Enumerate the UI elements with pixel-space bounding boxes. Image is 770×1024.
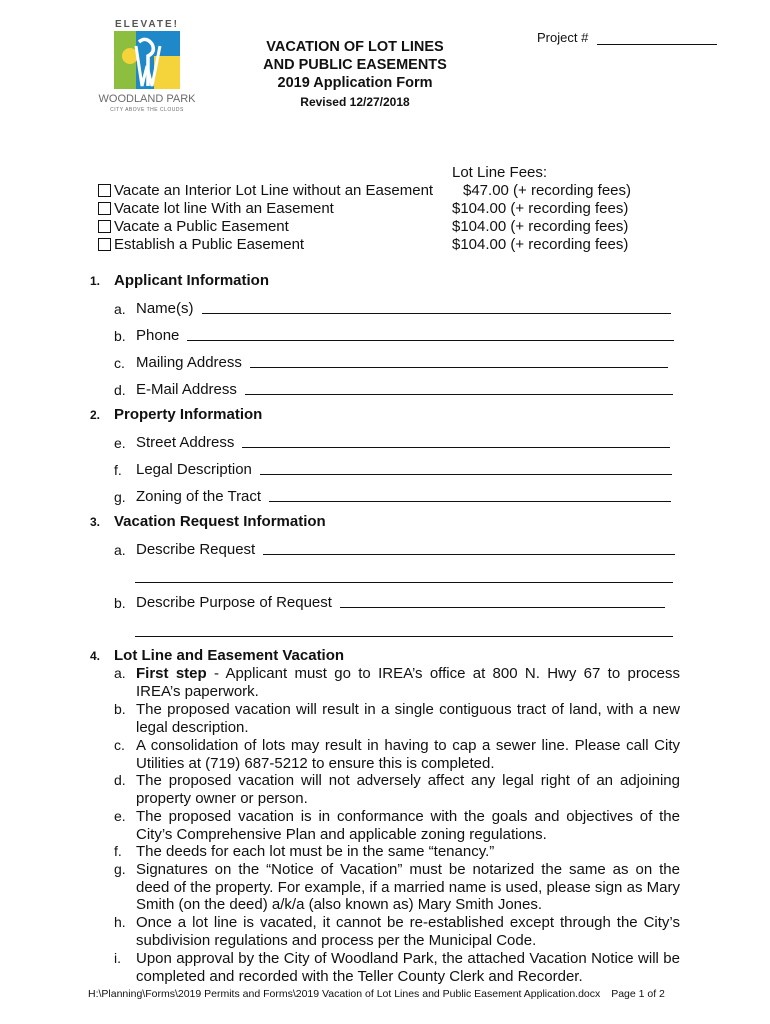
- list-item: f. The deeds for each lot must be in the same “tenancy.”: [114, 843, 495, 860]
- checkbox[interactable]: [98, 202, 111, 215]
- project-number-label: Project #: [537, 30, 589, 45]
- option-label: Vacate a Public Easement: [114, 218, 289, 235]
- field-line[interactable]: [242, 446, 670, 448]
- field-letter: g.: [114, 489, 126, 505]
- list-item: d. The proposed vacation will not adversely affect any legal right of an adjoining property owner or person.: [114, 772, 680, 807]
- project-number-line[interactable]: [597, 32, 717, 45]
- field-letter: f.: [114, 462, 122, 478]
- field-label: E-Mail Address: [136, 381, 237, 398]
- first-step-label: First step: [136, 665, 207, 682]
- section-title: Vacation Request Information: [114, 513, 326, 530]
- section-lot-line-easement-vacation: [90, 647, 344, 664]
- logo-graphic: [92, 16, 202, 126]
- field-line[interactable]: [202, 312, 671, 314]
- list-item: c. A consolidation of lots may result in having to cap a sewer line. Please call City Utilities at (719) 687-5212 to ensure this is completed.: [114, 737, 680, 772]
- section-applicant-information: [90, 272, 269, 289]
- request-extra-line[interactable]: [135, 582, 673, 583]
- field-label: Phone: [136, 327, 180, 344]
- field-line[interactable]: [263, 553, 675, 555]
- field-letter: a.: [114, 542, 126, 558]
- option-label: Vacate an Interior Lot Line without an Easement: [114, 182, 434, 199]
- list-item: g. Signatures on the “Notice of Vacation” must be notarized the same as on the deed of the property. For example, if a married name is used, please sign as Mary Smith (on the deed) a/k/a (also known as) Mary Smith Jones.: [114, 861, 680, 913]
- field-describe-request[interactable]: [114, 541, 675, 558]
- logo-tagline: ELEVATE!: [115, 19, 179, 30]
- field-street-address[interactable]: [114, 434, 670, 451]
- field-letter: a.: [114, 301, 126, 317]
- list-item: a. First step - Applicant must go to IREA’s office at 800 N. Hwy 67 to process IREA’s paperwork.: [114, 665, 680, 700]
- checkbox[interactable]: [98, 184, 111, 197]
- option-interior-lot-line[interactable]: [98, 182, 433, 199]
- section-title: Property Information: [114, 406, 263, 423]
- field-letter: d.: [114, 382, 126, 398]
- list-item: i. Upon approval by the City of Woodland Park, the attached Vacation Notice will be completed and recorded with the Teller County Clerk and Recorder.: [114, 950, 680, 985]
- fee-value: $47.00 (+ recording fees): [463, 182, 632, 199]
- fee-value: $104.00 (+ recording fees): [452, 218, 629, 235]
- field-label: Describe Purpose of Request: [136, 594, 332, 611]
- section-number: 4.: [90, 649, 101, 663]
- field-zoning[interactable]: [114, 488, 671, 505]
- field-line[interactable]: [250, 366, 668, 368]
- field-label: Name(s): [136, 300, 194, 317]
- field-describe-purpose[interactable]: [114, 594, 665, 611]
- fee-value: $104.00 (+ recording fees): [452, 200, 629, 217]
- option-label: Vacate lot line With an Easement: [114, 200, 334, 217]
- field-mailing-address[interactable]: [114, 354, 668, 371]
- field-letter: b.: [114, 328, 126, 344]
- section-title: Lot Line and Easement Vacation: [114, 647, 345, 664]
- option-lot-line-with-easement[interactable]: [98, 200, 334, 217]
- field-label: Zoning of the Tract: [136, 488, 262, 505]
- woodland-park-logo: [92, 16, 202, 126]
- field-names[interactable]: [114, 300, 671, 317]
- option-label: Establish a Public Easement: [114, 236, 305, 253]
- list-item: b. The proposed vacation will result in a single contiguous tract of land, with a new legal description.: [114, 701, 680, 736]
- section-property-information: [90, 406, 262, 423]
- title-line-1: VACATION OF LOT LINES: [266, 39, 444, 55]
- field-label: Mailing Address: [136, 354, 242, 371]
- section-number: 2.: [90, 408, 101, 422]
- section-number: 3.: [90, 515, 101, 529]
- checkbox[interactable]: [98, 220, 111, 233]
- option-establish-public-easement[interactable]: [98, 236, 304, 253]
- title-line-3: 2019 Application Form: [277, 75, 433, 91]
- field-label: Legal Description: [136, 461, 252, 478]
- field-label: Describe Request: [136, 541, 256, 558]
- fee-value: $104.00 (+ recording fees): [452, 236, 629, 253]
- revised-date: Revised 12/27/2018: [300, 95, 410, 109]
- field-line[interactable]: [260, 473, 672, 475]
- field-letter: e.: [114, 435, 126, 451]
- footer: [88, 988, 665, 1000]
- footer-page: Page 1 of 2: [611, 988, 665, 1000]
- checkbox[interactable]: [98, 238, 111, 251]
- field-email-address[interactable]: [114, 381, 673, 398]
- field-letter: c.: [114, 355, 125, 371]
- field-phone[interactable]: [114, 327, 674, 344]
- field-label: Street Address: [136, 434, 235, 451]
- purpose-extra-line[interactable]: [135, 636, 673, 637]
- list-item: h. Once a lot line is vacated, it cannot be re-established except through the City’s subdivision regulations and process per the Municipal Code.: [114, 914, 680, 949]
- project-number-field[interactable]: [537, 30, 717, 45]
- field-legal-description[interactable]: [114, 461, 672, 478]
- field-line[interactable]: [245, 393, 673, 395]
- section-number: 1.: [90, 274, 101, 288]
- footer-path: H:\Planning\Forms\2019 Permits and Forms\2019 Vacation of Lot Lines and Public Easement Application.docx: [88, 988, 601, 1000]
- list-item: e. The proposed vacation is in conformance with the goals and objectives of the City’s Comprehensive Plan and applicable zoning regulations.: [114, 808, 680, 843]
- field-line[interactable]: [340, 606, 665, 608]
- logo-motto: CITY ABOVE THE CLOUDS: [110, 107, 184, 113]
- fees-title: Lot Line Fees:: [452, 164, 548, 181]
- field-line[interactable]: [187, 339, 674, 341]
- field-letter: b.: [114, 595, 126, 611]
- option-vacate-public-easement[interactable]: [98, 218, 289, 235]
- logo-name: WOODLAND PARK: [98, 93, 196, 105]
- field-line[interactable]: [269, 500, 671, 502]
- title-line-2: AND PUBLIC EASEMENTS: [263, 57, 447, 73]
- section-vacation-request: [90, 513, 326, 530]
- section-title: Applicant Information: [114, 272, 269, 289]
